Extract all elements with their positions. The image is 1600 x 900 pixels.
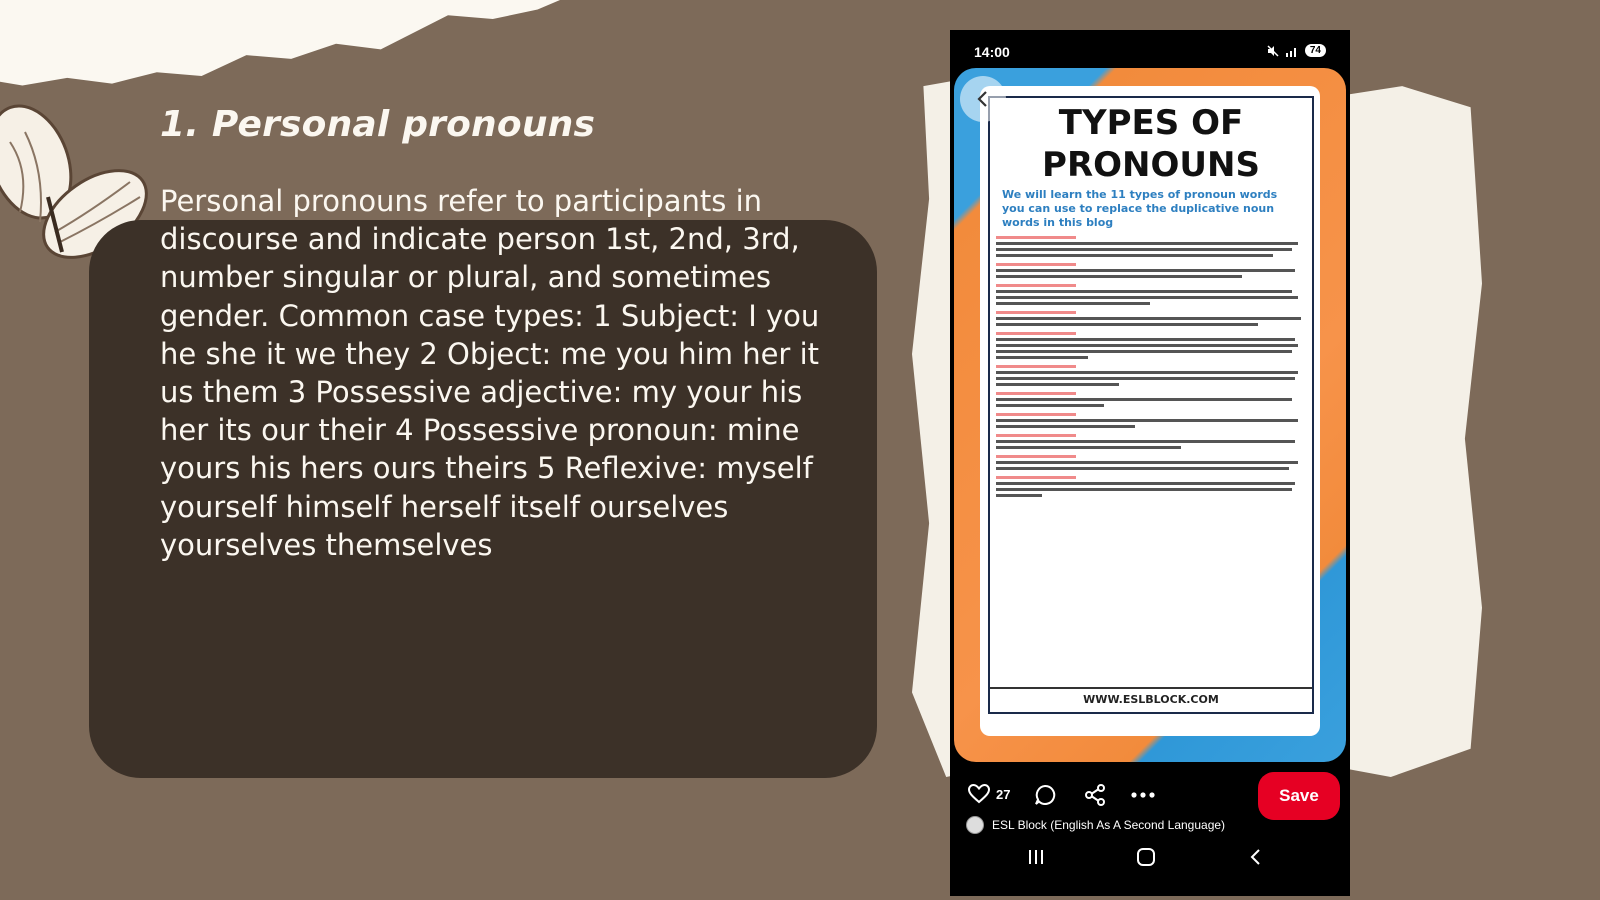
back-icon <box>974 90 992 108</box>
recents-icon[interactable] <box>1026 848 1046 866</box>
status-time: 14:00 <box>974 44 1010 60</box>
torn-paper-top <box>0 0 560 95</box>
poster <box>980 86 1320 736</box>
status-icons <box>1267 44 1326 57</box>
back-button[interactable] <box>960 76 1006 122</box>
poster-subtitle: We will learn the 11 types of pronoun words you can use to replace the duplicative noun words in this blog <box>1002 188 1278 229</box>
phone-screenshot <box>950 30 1350 896</box>
nav-back-icon[interactable] <box>1246 848 1266 866</box>
more-icon <box>1130 784 1156 806</box>
comment-button[interactable] <box>1034 784 1056 806</box>
avatar <box>966 816 984 834</box>
signal-icon <box>1285 45 1299 57</box>
poster-body-lines <box>996 236 1304 497</box>
android-nav-bar <box>950 838 1350 882</box>
share-icon <box>1084 784 1106 806</box>
more-button[interactable] <box>1130 784 1156 806</box>
account-name: ESL Block (English As A Second Language) <box>992 818 1226 832</box>
pin-image[interactable] <box>954 68 1346 762</box>
home-icon[interactable] <box>1136 848 1156 866</box>
share-button[interactable] <box>1084 784 1106 806</box>
comment-icon <box>1034 784 1056 806</box>
poster-footer: WWW.ESLBLOCK.COM <box>990 687 1312 712</box>
poster-title-line2: PRONOUNS <box>1042 145 1260 185</box>
save-button[interactable]: Save <box>1258 772 1340 820</box>
poster-title-line1: TYPES OF <box>1058 103 1244 143</box>
account-link[interactable] <box>966 816 1225 834</box>
poster-frame <box>988 96 1314 714</box>
battery-indicator: 74 <box>1305 44 1326 57</box>
status-bar <box>950 30 1350 70</box>
slide-title: 1. Personal pronouns <box>160 104 596 145</box>
like-count: 27 <box>996 786 1011 802</box>
mute-icon <box>1267 45 1279 57</box>
slide-body-text: Personal pronouns refer to participants in discourse and indicate person 1st, 2nd, 3rd, number singular or plural, and sometimes gender. Common case types: 1 Subject: I you he she it we they 2 Object: me you him her it us them 3 Possessive adjective: my your his her its our their 4 Possessive pronoun: mine yours his hers ours theirs 5 Reflexive: myself yourself himself herself itself ourselves yourselves themselves <box>160 184 820 562</box>
heart-icon <box>968 784 990 804</box>
like-button[interactable] <box>968 784 1010 804</box>
